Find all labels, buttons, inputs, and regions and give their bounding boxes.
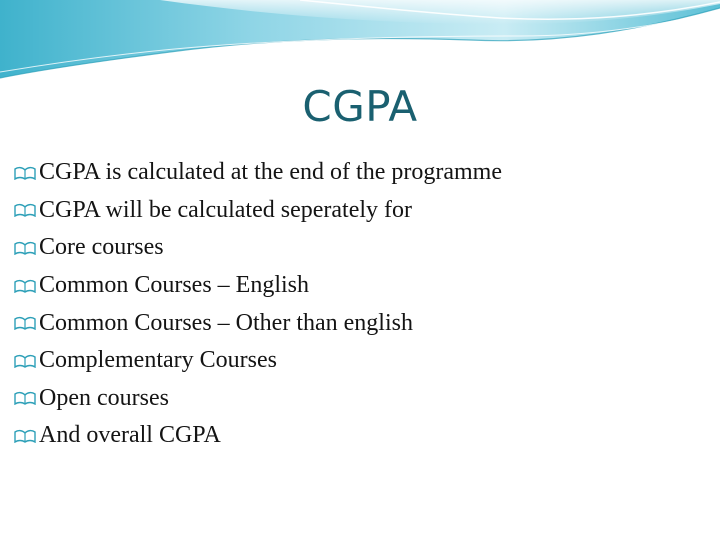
bullet-text: Core courses [39,234,164,261]
open-book-icon [14,354,36,368]
bullet-text: And overall CGPA [39,422,221,449]
bullet-item [14,304,704,342]
bullet-item [14,417,704,455]
bullet-text: Common Courses – English [39,272,310,299]
wave-header-decoration [0,0,720,90]
bullet-item [14,267,704,305]
open-book-icon [14,166,36,180]
open-book-icon [14,203,36,217]
bullet-text: Complementary Courses [39,347,277,374]
bullet-text: Open courses [39,384,169,411]
open-book-icon [14,279,36,293]
bullet-item [14,229,704,267]
bullet-text: Common Courses – Other than english [39,309,413,336]
bullet-item [14,154,704,192]
bullet-item [14,342,704,380]
bullet-item [14,192,704,230]
bullet-item [14,380,704,418]
slide-title: CGPA [302,82,418,131]
open-book-icon [14,429,36,443]
bullet-text: CGPA will be calculated seperately for [39,196,413,223]
open-book-icon [14,316,36,330]
bullet-list [14,154,704,455]
open-book-icon [14,241,36,255]
bullet-text: CGPA is calculated at the end of the programme [39,159,502,186]
open-book-icon [14,391,36,405]
